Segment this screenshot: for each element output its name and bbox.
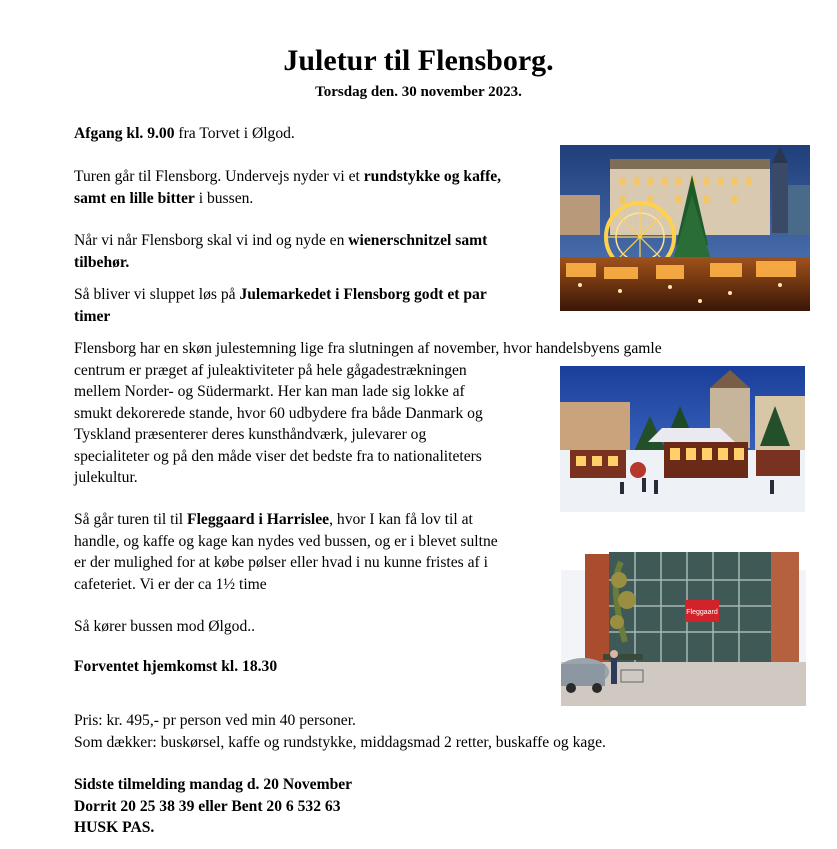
signup-passport-reminder: HUSK PAS. (74, 819, 155, 836)
trip-bold-2: samt en lille bitter (74, 189, 195, 207)
page-title: Juletur til Flensborg. (283, 44, 554, 77)
fleggaard-text-2: , hvor I kan få lov til at (329, 511, 473, 528)
departure-place: fra Torvet i Ølgod. (174, 125, 295, 142)
fleggaard-sign: Fleggaard (686, 609, 718, 616)
signup-deadline: Sidste tilmelding mandag d. 20 November (74, 776, 353, 793)
page-subtitle: Torsdag den. 30 november 2023. (315, 84, 522, 100)
fleggaard-text: Så går turen til til (74, 511, 188, 528)
description-line: mellem Norder- og Südermarkt. Her kan man lade sig lokke af (74, 383, 465, 400)
trip-paragraph (74, 166, 501, 209)
signup-contacts: Dorrit 20 25 38 39 eller Bent 20 6 532 63 (74, 797, 341, 815)
price-line: Pris: kr. 495,- pr person ved min 40 personer. (74, 712, 356, 729)
lunch-bold-2: tilbehør. (74, 253, 130, 271)
snowy-christmas-market-image (560, 366, 805, 512)
price-paragraph (74, 710, 606, 753)
market-intro-bold-1: Julemarkedet i Flensborg godt et par (239, 286, 487, 303)
fleggaard-line: handle, og kaffe og kage kan nydes ved bussen, og er i blevet sultne (74, 532, 498, 550)
christmas-market-ferris-wheel-image (560, 145, 810, 311)
arrival-time: Forventet hjemkomst kl. 18.30 (74, 658, 278, 675)
fleggaard-store-image (561, 522, 806, 706)
trip-bold-1: rundstykke og kaffe, (363, 168, 502, 185)
market-intro-text: Så bliver vi sluppet løs på (74, 286, 240, 303)
market-intro-paragraph (74, 284, 487, 327)
fleggaard-bold: Fleggaard i Harrislee (187, 511, 330, 528)
lunch-paragraph (74, 230, 487, 273)
fleggaard-paragraph (74, 509, 498, 595)
departure-time: Afgang kl. 9.00 (74, 125, 175, 142)
trip-text: Turen går til Flensborg. Undervejs nyder vi et (74, 168, 364, 185)
market-intro-bold-2: timer (74, 307, 111, 325)
departure-paragraph (74, 123, 295, 145)
trip-text-2: i bussen. (194, 189, 254, 207)
lunch-bold-1: wienerschnitzel samt (348, 232, 488, 249)
description-line: smukt dekorerede stande, hvor 60 udbydere fra både Danmark og (74, 404, 483, 422)
price-coverage-line: Som dækker: buskørsel, kaffe og rundstykke, middagsmad 2 retter, buskaffe og kage. (74, 733, 606, 751)
lunch-text: Når vi når Flensborg skal vi ind og nyde en (74, 232, 349, 249)
description-line: specialiteter og på den måde viser det bedste fra to nationaliteters (74, 447, 482, 465)
signup-paragraph (74, 774, 352, 839)
description-line: Tyskland præsenterer deres kunsthåndværk, julevarer og (74, 426, 427, 443)
description-line: Flensborg har en skøn julestemning lige fra slutningen af november, hvor handelsbyens gamle (74, 340, 662, 357)
description-line: centrum er præget af juleaktiviteter på hele gågadestrækningen (74, 361, 467, 379)
fleggaard-line: er der mulighed for at købe pølser eller hvad i nu kunne fristes af i (74, 554, 488, 571)
arrival-paragraph (74, 656, 277, 678)
fleggaard-line: cafeteriet. Vi er der ca 1½ time (74, 575, 267, 593)
return-paragraph: Så kører bussen mod Ølgod.. (74, 618, 256, 635)
description-line: julekultur. (74, 469, 138, 486)
